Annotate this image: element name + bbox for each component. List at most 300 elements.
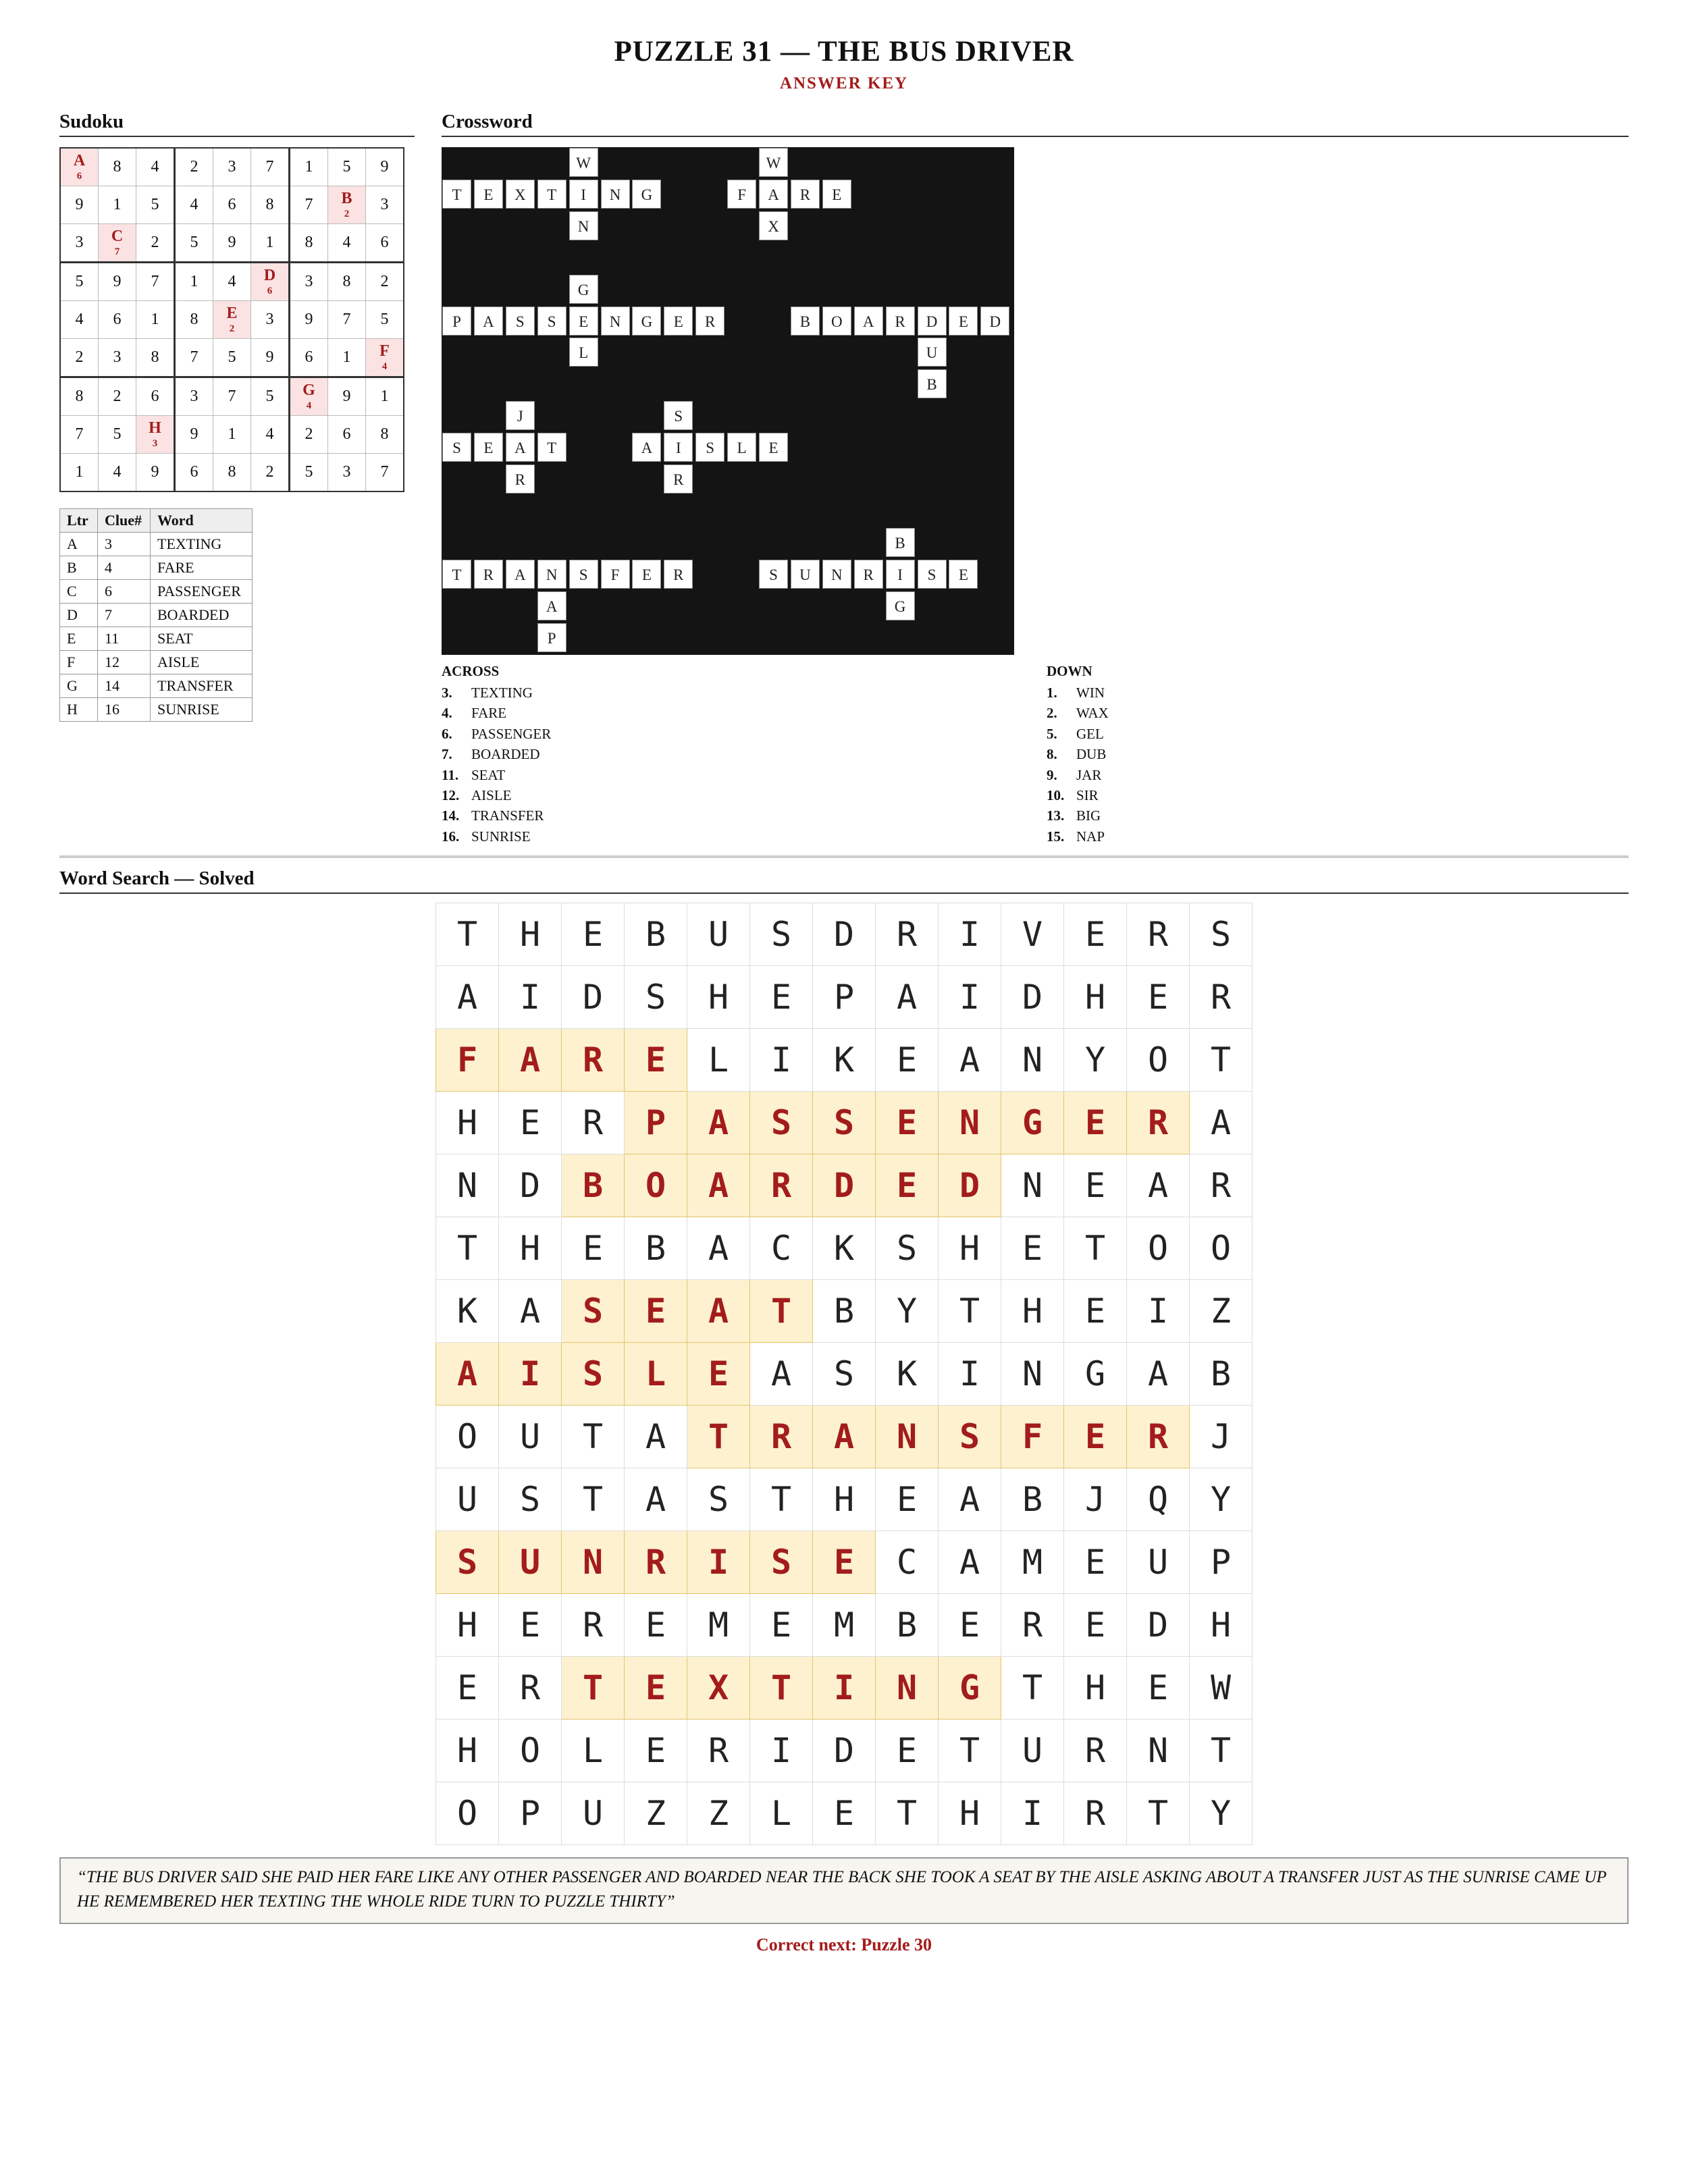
sudoku-cell: 5 <box>136 186 175 224</box>
key-cell: SUNRISE <box>151 698 253 722</box>
wordsearch-cell: S <box>939 1406 1001 1468</box>
sudoku-cell <box>328 186 366 224</box>
wordsearch-cell: E <box>1064 1154 1127 1217</box>
crossword-cell: E <box>949 560 978 589</box>
sudoku-cell: 7 <box>290 186 328 224</box>
crossword-cell: N <box>601 307 630 336</box>
wordsearch-cell: I <box>750 1029 813 1092</box>
sudoku-mark-clue: 3 <box>152 438 158 449</box>
wordsearch-cell: T <box>939 1280 1001 1343</box>
crossword-grid <box>442 147 1014 655</box>
wordsearch-cell: W <box>1190 1657 1252 1720</box>
key-cell: H <box>60 698 98 722</box>
crossword-cell: D <box>980 307 1009 336</box>
crossword-cell: J <box>506 401 535 430</box>
across-clue-list <box>442 683 551 847</box>
wordsearch-cell: S <box>499 1468 562 1531</box>
wordsearch-cell: N <box>876 1406 939 1468</box>
wordsearch-cell: E <box>876 1029 939 1092</box>
wordsearch-cell: E <box>1001 1217 1064 1280</box>
wordsearch-cell: G <box>1001 1092 1064 1154</box>
wordsearch-cell: K <box>813 1029 876 1092</box>
crossword-cell: I <box>664 433 693 462</box>
wordsearch-cell: E <box>499 1594 562 1657</box>
wordsearch-cell: R <box>1064 1720 1127 1782</box>
sudoku-cell: 7 <box>175 339 213 377</box>
clue-number: 13. <box>1047 807 1065 824</box>
key-row <box>60 627 253 651</box>
key-cell: 11 <box>98 627 151 651</box>
sudoku-cell: 2 <box>366 263 404 301</box>
wordsearch-cell: A <box>876 966 939 1029</box>
wordsearch-cell: E <box>625 1657 687 1720</box>
wordsearch-cell: A <box>750 1343 813 1406</box>
wordsearch-cell: A <box>687 1154 750 1217</box>
key-header: Clue# <box>98 509 151 533</box>
crossword-cell: A <box>506 433 535 462</box>
wordsearch-cell: H <box>499 1217 562 1280</box>
wordsearch-cell: O <box>436 1782 499 1845</box>
clue-number: 3. <box>442 685 452 701</box>
clue-answer: BIG <box>1076 807 1101 824</box>
wordsearch-cell: T <box>562 1468 625 1531</box>
key-row <box>60 604 253 627</box>
wordsearch-cell: D <box>939 1154 1001 1217</box>
crossword-cell: T <box>537 433 566 462</box>
wordsearch-cell: O <box>1127 1217 1190 1280</box>
sudoku-cell: 1 <box>213 416 251 454</box>
wordsearch-cell: T <box>1190 1029 1252 1092</box>
wordsearch-cell: G <box>939 1657 1001 1720</box>
wordsearch-cell: S <box>562 1280 625 1343</box>
wordsearch-cell: E <box>876 1154 939 1217</box>
wordsearch-cell: I <box>499 1343 562 1406</box>
wordsearch-section-title: Word Search — Solved <box>59 868 1629 894</box>
clue-item <box>1047 805 1109 826</box>
sudoku-cell: 7 <box>136 263 175 301</box>
wordsearch-cell: L <box>562 1720 625 1782</box>
clue-item <box>1047 765 1109 785</box>
sudoku-cell: 8 <box>251 186 290 224</box>
wordsearch-cell: I <box>1127 1280 1190 1343</box>
key-cell: 14 <box>98 674 151 698</box>
key-row <box>60 698 253 722</box>
clue-item <box>1047 683 1109 703</box>
next-puzzle-note: Correct next: Puzzle 30 <box>756 1935 932 1954</box>
sudoku-grid <box>59 147 404 492</box>
clue-number: 9. <box>1047 766 1057 783</box>
wordsearch-cell: S <box>1190 903 1252 966</box>
wordsearch-cell: E <box>1064 1280 1127 1343</box>
sudoku-mark-letter: B <box>341 190 352 207</box>
wordsearch-cell: A <box>436 1343 499 1406</box>
letter-key-table <box>59 508 253 722</box>
key-row <box>60 651 253 674</box>
crossword-cell: G <box>886 591 915 620</box>
clue-number: 4. <box>442 705 452 722</box>
clue-number: 5. <box>1047 725 1057 742</box>
wordsearch-cell: U <box>436 1468 499 1531</box>
sudoku-cell <box>213 301 251 339</box>
wordsearch-cell: G <box>1064 1343 1127 1406</box>
crossword-section-title: Crossword <box>442 111 1629 137</box>
wordsearch-cell: H <box>436 1720 499 1782</box>
sudoku-cell: 4 <box>251 416 290 454</box>
wordsearch-cell: R <box>1064 1782 1127 1845</box>
wordsearch-cell: H <box>1064 1657 1127 1720</box>
sudoku-cell <box>290 377 328 416</box>
sudoku-cell: 2 <box>175 148 213 186</box>
key-cell: 16 <box>98 698 151 722</box>
sudoku-cell: 8 <box>290 224 328 263</box>
crossword-cell: E <box>822 180 851 209</box>
key-cell: AISLE <box>151 651 253 674</box>
sudoku-section-title: Sudoku <box>59 111 415 137</box>
crossword-cell: E <box>632 560 661 589</box>
crossword-cell: G <box>569 275 598 304</box>
crossword-cell: B <box>918 369 947 398</box>
wordsearch-cell: L <box>625 1343 687 1406</box>
wordsearch-cell: E <box>562 903 625 966</box>
wordsearch-cell: T <box>750 1657 813 1720</box>
sudoku-cell <box>366 339 404 377</box>
wordsearch-cell: A <box>436 966 499 1029</box>
wordsearch-cell: R <box>687 1720 750 1782</box>
wordsearch-cell: R <box>1127 1406 1190 1468</box>
crossword-cell: E <box>664 307 693 336</box>
crossword-cell: X <box>506 180 535 209</box>
sudoku-mark-clue: 6 <box>76 171 82 182</box>
wordsearch-cell: A <box>687 1280 750 1343</box>
wordsearch-cell: E <box>750 966 813 1029</box>
sudoku-cell: 1 <box>290 148 328 186</box>
sudoku-cell: 4 <box>213 263 251 301</box>
wordsearch-cell: R <box>750 1406 813 1468</box>
crossword-cell: U <box>791 560 820 589</box>
wordsearch-cell: T <box>1064 1217 1127 1280</box>
crossword-cell: A <box>506 560 535 589</box>
clue-number: 12. <box>442 787 460 804</box>
key-cell: TEXTING <box>151 533 253 556</box>
sudoku-cell: 6 <box>213 186 251 224</box>
crossword-cell: A <box>537 591 566 620</box>
sudoku-cell: 7 <box>251 148 290 186</box>
clue-item <box>442 744 551 764</box>
key-cell: 3 <box>98 533 151 556</box>
wordsearch-cell: N <box>1001 1029 1064 1092</box>
key-row <box>60 580 253 604</box>
wordsearch-cell: T <box>750 1280 813 1343</box>
key-cell: A <box>60 533 98 556</box>
sudoku-cell <box>99 224 136 263</box>
clue-number: 6. <box>442 725 452 742</box>
key-cell: FARE <box>151 556 253 580</box>
sudoku-cell: 9 <box>366 148 404 186</box>
key-cell: 6 <box>98 580 151 604</box>
sudoku-cell: 1 <box>60 454 99 492</box>
crossword-cell: R <box>664 560 693 589</box>
wordsearch-cell: H <box>1190 1594 1252 1657</box>
wordsearch-cell: E <box>813 1782 876 1845</box>
sudoku-cell: 4 <box>175 186 213 224</box>
crossword-cell: D <box>918 307 947 336</box>
crossword-cell: P <box>537 623 566 652</box>
crossword-cell: L <box>569 338 598 367</box>
wordsearch-cell: Y <box>1190 1468 1252 1531</box>
crossword-cell: N <box>601 180 630 209</box>
clue-answer: DUB <box>1076 746 1107 763</box>
sudoku-cell: 1 <box>175 263 213 301</box>
sudoku-cell: 3 <box>99 339 136 377</box>
crossword-cell: S <box>506 307 535 336</box>
wordsearch-cell: R <box>750 1154 813 1217</box>
clue-answer: SUNRISE <box>471 828 531 845</box>
sudoku-cell: 9 <box>136 454 175 492</box>
wordsearch-cell: E <box>625 1280 687 1343</box>
crossword-cell: F <box>601 560 630 589</box>
key-header: Ltr <box>60 509 98 533</box>
wordsearch-cell: S <box>750 1531 813 1594</box>
clue-item <box>442 724 551 744</box>
clue-number: 10. <box>1047 787 1065 804</box>
wordsearch-cell: S <box>813 1343 876 1406</box>
sudoku-mark-letter: G <box>302 381 315 399</box>
wordsearch-cell: U <box>499 1531 562 1594</box>
clue-number: 15. <box>1047 828 1065 845</box>
clue-number: 16. <box>442 828 460 845</box>
crossword-cell: I <box>886 560 915 589</box>
wordsearch-cell: I <box>1001 1782 1064 1845</box>
sudoku-mark-clue: 2 <box>344 209 350 219</box>
wordsearch-cell: K <box>436 1280 499 1343</box>
wordsearch-cell: S <box>436 1531 499 1594</box>
wordsearch-cell: A <box>1127 1343 1190 1406</box>
key-cell: TRANSFER <box>151 674 253 698</box>
wordsearch-cell: J <box>1190 1406 1252 1468</box>
page-subtitle: ANSWER KEY <box>779 74 909 92</box>
wordsearch-cell: P <box>625 1092 687 1154</box>
wordsearch-cell: E <box>499 1092 562 1154</box>
wordsearch-cell: H <box>813 1468 876 1531</box>
wordsearch-cell: Z <box>625 1782 687 1845</box>
crossword-cell: I <box>569 180 598 209</box>
crossword-cell: T <box>442 560 471 589</box>
sudoku-cell: 1 <box>251 224 290 263</box>
wordsearch-cell: D <box>813 1720 876 1782</box>
wordsearch-cell: E <box>1127 966 1190 1029</box>
crossword-cell: S <box>918 560 947 589</box>
wordsearch-cell: T <box>1127 1782 1190 1845</box>
key-cell: 4 <box>98 556 151 580</box>
crossword-cell: B <box>791 307 820 336</box>
wordsearch-cell: R <box>1001 1594 1064 1657</box>
sudoku-cell: 8 <box>99 148 136 186</box>
key-cell: BOARDED <box>151 604 253 627</box>
sudoku-cell <box>136 416 175 454</box>
wordsearch-cell: U <box>499 1406 562 1468</box>
sudoku-cell: 5 <box>99 416 136 454</box>
sudoku-cell: 9 <box>99 263 136 301</box>
wordsearch-cell: E <box>750 1594 813 1657</box>
sudoku-cell: 6 <box>328 416 366 454</box>
wordsearch-cell: B <box>876 1594 939 1657</box>
sudoku-mark-letter: A <box>73 152 86 169</box>
clue-answer: FARE <box>471 705 507 722</box>
wordsearch-cell: H <box>499 903 562 966</box>
wordsearch-cell: A <box>687 1217 750 1280</box>
crossword-cell: A <box>474 307 503 336</box>
wordsearch-cell: T <box>436 1217 499 1280</box>
wordsearch-cell: K <box>813 1217 876 1280</box>
wordsearch-cell: A <box>813 1406 876 1468</box>
sudoku-cell: 5 <box>175 224 213 263</box>
crossword-cell: R <box>886 307 915 336</box>
wordsearch-cell: T <box>876 1782 939 1845</box>
crossword-cell: R <box>695 307 724 336</box>
wordsearch-cell: L <box>687 1029 750 1092</box>
sudoku-cell: 8 <box>136 339 175 377</box>
wordsearch-cell: D <box>499 1154 562 1217</box>
key-cell: C <box>60 580 98 604</box>
wordsearch-cell: E <box>876 1092 939 1154</box>
wordsearch-cell: S <box>687 1468 750 1531</box>
crossword-cell: S <box>664 401 693 430</box>
down-clue-list <box>1047 683 1109 847</box>
crossword-cell: T <box>442 180 471 209</box>
clue-answer: AISLE <box>471 787 512 804</box>
clue-answer: TEXTING <box>471 685 533 701</box>
wordsearch-cell: S <box>562 1343 625 1406</box>
wordsearch-cell: P <box>1190 1531 1252 1594</box>
wordsearch-cell: T <box>436 903 499 966</box>
clue-item <box>442 785 551 805</box>
clue-item <box>1047 703 1109 723</box>
wordsearch-cell: B <box>625 1217 687 1280</box>
sudoku-cell: 3 <box>251 301 290 339</box>
clue-number: 11. <box>442 766 459 783</box>
wordsearch-cell: R <box>562 1029 625 1092</box>
wordsearch-cell: B <box>1190 1343 1252 1406</box>
crossword-cell: F <box>727 180 756 209</box>
sudoku-cell: 8 <box>366 416 404 454</box>
wordsearch-cell: N <box>562 1531 625 1594</box>
wordsearch-cell: U <box>1001 1720 1064 1782</box>
key-cell: G <box>60 674 98 698</box>
wordsearch-cell: S <box>750 903 813 966</box>
sudoku-cell: 5 <box>60 263 99 301</box>
wordsearch-cell: M <box>687 1594 750 1657</box>
clue-item <box>442 683 551 703</box>
wordsearch-cell: E <box>813 1531 876 1594</box>
wordsearch-cell: E <box>436 1657 499 1720</box>
clue-item <box>442 826 551 847</box>
wordsearch-cell: B <box>813 1280 876 1343</box>
wordsearch-cell: B <box>562 1154 625 1217</box>
crossword-cell: S <box>569 560 598 589</box>
sudoku-cell: 9 <box>213 224 251 263</box>
wordsearch-cell: B <box>1001 1468 1064 1531</box>
sudoku-cell: 4 <box>99 454 136 492</box>
clue-item <box>442 805 551 826</box>
wordsearch-cell: P <box>499 1782 562 1845</box>
clue-number: 14. <box>442 807 460 824</box>
crossword-cell: N <box>569 211 598 240</box>
wordsearch-cell: R <box>499 1657 562 1720</box>
clue-answer: WIN <box>1076 685 1105 701</box>
sudoku-mark-clue: 6 <box>267 286 273 296</box>
crossword-cell: B <box>886 528 915 557</box>
wordsearch-cell: E <box>625 1594 687 1657</box>
sudoku-cell: 5 <box>328 148 366 186</box>
wordsearch-cell: E <box>939 1594 1001 1657</box>
wordsearch-cell: L <box>750 1782 813 1845</box>
wordsearch-cell: I <box>813 1657 876 1720</box>
sudoku-cell: 1 <box>99 186 136 224</box>
key-cell: E <box>60 627 98 651</box>
crossword-cell: R <box>474 560 503 589</box>
sudoku-mark-clue: 7 <box>114 246 120 257</box>
wordsearch-cell: Z <box>687 1782 750 1845</box>
sudoku-mark-clue: 4 <box>381 361 388 372</box>
sudoku-cell: 6 <box>99 301 136 339</box>
key-cell: 12 <box>98 651 151 674</box>
clue-number: 8. <box>1047 746 1057 763</box>
wordsearch-cell: N <box>876 1657 939 1720</box>
wordsearch-cell: E <box>1064 1406 1127 1468</box>
clue-answer: GEL <box>1076 725 1104 742</box>
clue-number: 7. <box>442 746 452 763</box>
crossword-cell: A <box>759 180 788 209</box>
wordsearch-cell: O <box>1127 1029 1190 1092</box>
sudoku-cell: 7 <box>366 454 404 492</box>
sudoku-cell: 2 <box>60 339 99 377</box>
wordsearch-cell: E <box>687 1343 750 1406</box>
sudoku-cell: 1 <box>366 377 404 416</box>
wordsearch-cell: C <box>876 1531 939 1594</box>
wordsearch-cell: H <box>436 1092 499 1154</box>
wordsearch-cell: M <box>813 1594 876 1657</box>
sudoku-mark-clue: 4 <box>306 400 312 411</box>
wordsearch-cell: U <box>687 903 750 966</box>
wordsearch-cell: S <box>813 1092 876 1154</box>
key-cell: PASSENGER <box>151 580 253 604</box>
wordsearch-cell: A <box>939 1468 1001 1531</box>
crossword-cell: O <box>822 307 851 336</box>
sudoku-cell: 3 <box>290 263 328 301</box>
wordsearch-cell: E <box>625 1720 687 1782</box>
wordsearch-cell: V <box>1001 903 1064 966</box>
crossword-cell: R <box>854 560 883 589</box>
wordsearch-cell: E <box>1064 1531 1127 1594</box>
crossword-cell: R <box>791 180 820 209</box>
clue-answer: JAR <box>1076 766 1102 783</box>
sudoku-cell: 3 <box>328 454 366 492</box>
sudoku-cell: 2 <box>290 416 328 454</box>
sudoku-cell: 6 <box>366 224 404 263</box>
key-cell: F <box>60 651 98 674</box>
wordsearch-cell: Y <box>1064 1029 1127 1092</box>
wordsearch-cell: R <box>1127 1092 1190 1154</box>
sudoku-cell: 6 <box>136 377 175 416</box>
sudoku-cell: 9 <box>60 186 99 224</box>
wordsearch-cell: E <box>876 1720 939 1782</box>
wordsearch-cell: C <box>750 1217 813 1280</box>
sudoku-mark-letter: H <box>149 419 161 437</box>
wordsearch-cell: D <box>1127 1594 1190 1657</box>
sudoku-cell: 8 <box>213 454 251 492</box>
sudoku-cell: 4 <box>328 224 366 263</box>
wordsearch-cell: E <box>1127 1657 1190 1720</box>
